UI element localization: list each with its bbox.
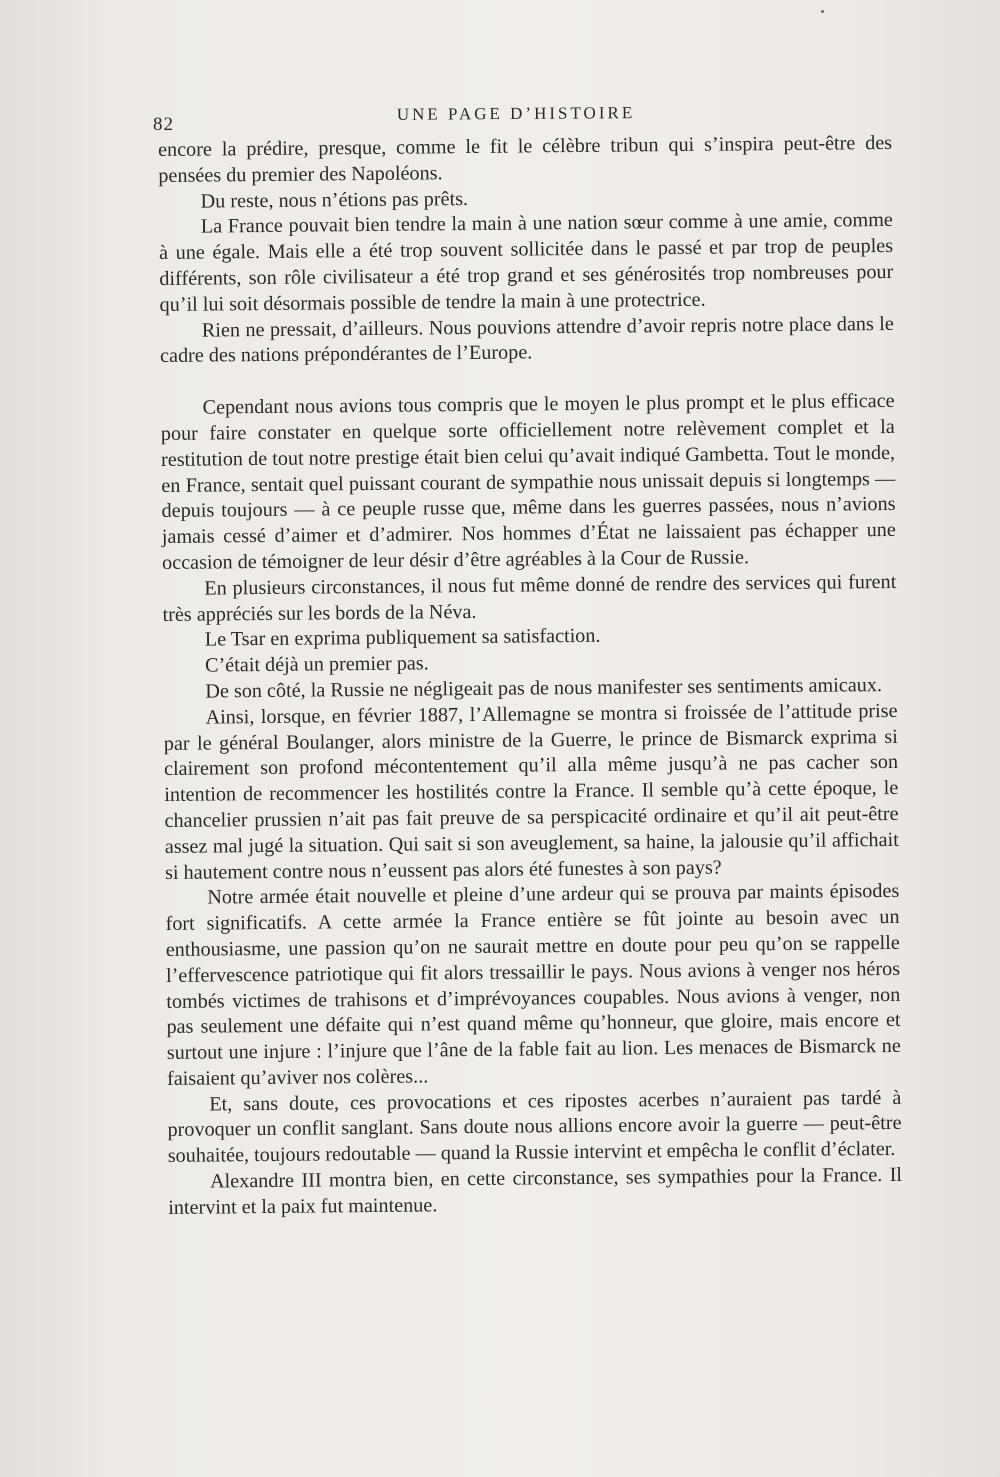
paragraph-10: Ainsi, lorsque, en février 1887, l’Allemagne se montra si froissée de l’attitude prise par le général Boulanger, alors ministre de la Guerre, le prince de Bismarck exprima si clairement son profond mécontentement qu’il alla même jusqu’à ne pas cacher son intention de recommencer les hostilités contre la France. Il semble qu’à cette époque, le chancelier prussien n’ait pas fait preuve de sa perspicacité ordinaire et qu’il ait peut-être assez mal jugé la situation. Qui sait si son aveuglement, sa haine, la jalousie qu’il affichait si hautement contre nous n’eussent pas alors été funestes à son pays?	[163, 699, 899, 884]
body-text	[158, 131, 902, 1222]
paragraph-1: encore la prédire, presque, comme le fit le célèbre tribun qui s’inspira peut-être des pensées du premier des Napoléons.	[158, 131, 893, 187]
paragraph-13: Alexandre III montra bien, en cette circonstance, ses sympathies pour la France. Il intervint et la paix fut maintenue.	[168, 1163, 903, 1219]
paragraph-5: Cependant nous avions tous compris que le moyen le plus prompt et le plus efficace pour faire constater en quelque sorte officiellement notre relèvement complet et la restitution de tout notre prestige était bien celui qu’avait indiqué Gambetta. Tout le monde, en France, sentait quel puissant courant de sympathie nous unissait depuis si longtemps — depuis toujours — à ce peuple russe que, même dans les guerres passées, nous n’avions jamais cessé d’aimer et d’admirer. Nos hommes d’État ne laissaient pas échapper une occasion de témoigner de leur désir d’être agréables à la Cour de Russie.	[160, 390, 896, 574]
paragraph-12: Et, sans doute, ces provocations et ces ripostes acerbes n’auraient pas tardé à provoquer un conflit sanglant. Sans doute nous allions encore avoir la guerre — peut-être souhaitée, toujours redoutable — quand la Russie intervint et empêcha le conflit d’éclater.	[167, 1086, 902, 1168]
paragraph-9: De son côté, la Russie ne négligeait pas de nous manifester ses sentiments amicaux.	[205, 674, 883, 703]
paragraph-7: Le Tsar en exprima publiquement sa satisfaction.	[204, 625, 601, 651]
running-title: UNE PAGE D’HISTOIRE	[396, 103, 636, 124]
paragraph-11: Notre armée était nouvelle et pleine d’une ardeur qui se prouva par maints épisodes fort significatifs. A cette armée la France entière se fût jointe au besoin avec un enthousiasme, une passion qu’on ne saurait mettre en doute pour peu qu’on se rappelle l’effervescence patriotique qui fit alors tressaillir le pays. Nous avions à venger nos héros tombés victimes de trahisons et d’imprévoyances coupables. Nous avions à venger, non pas seulement une défaite qui n’est quand même qu’honneur, que gloire, mais encore et surtout une injure : l’injure que l’âne de la fable fait au lion. Les menaces de Bismarck ne faisaient qu’aviver nos colères...	[165, 880, 901, 1090]
paragraph-4: Rien ne pressait, d’ailleurs. Nous pouvions attendre d’avoir repris notre place dans le cadre des nations prépondérantes de l’Europe.	[159, 312, 894, 368]
paragraph-8: C’était déjà un premier pas.	[204, 652, 429, 677]
paragraph-2: Du reste, nous n’étions pas prêts.	[200, 187, 469, 213]
ink-speck	[821, 10, 824, 13]
paragraph-6: En plusieurs circonstances, il nous fut même donné de rendre des services qui furent très appréciés sur les bords de la Néva.	[162, 570, 897, 626]
page-number: 82	[153, 114, 174, 135]
paragraph-3: La France pouvait bien tendre la main à une nation sœur comme à une amie, comme à une égale. Mais elle a été trop souvent sollicitée dans le passé et par trop de peuples différents, son rôle civilisateur a été trop grand et ses générosités trop nombreuses pour qu’il lui soit désormais possible de tendre la main à une protectrice.	[159, 209, 894, 316]
